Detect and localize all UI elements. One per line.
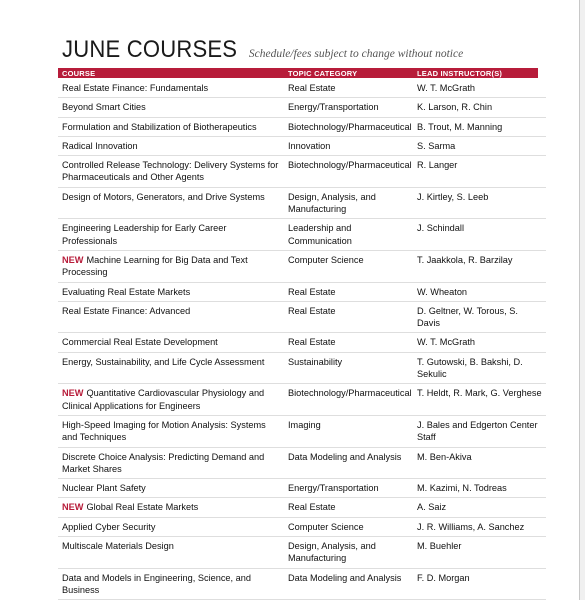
topic-cell: Design, Analysis, and Manufacturing	[284, 537, 413, 569]
instructor-cell: F. D. Morgan	[413, 568, 546, 600]
new-badge: NEW	[62, 254, 84, 265]
topic-cell: Energy/Transportation	[284, 98, 413, 117]
instructor-cell: D. Geltner, W. Torous, S. Davis	[413, 301, 546, 333]
instructor-cell: T. Jaakkola, R. Barzilay	[413, 250, 546, 282]
instructor-cell: J. Bales and Edgerton Center Staff	[413, 415, 546, 447]
page-subtitle: Schedule/fees subject to change without notice	[248, 48, 464, 60]
table-row	[58, 219, 546, 251]
instructor-cell: J. R. Williams, A. Sanchez	[413, 517, 546, 536]
topic-cell: Imaging	[284, 415, 413, 447]
course-cell	[58, 498, 284, 517]
instructor-cell: W. T. McGrath	[413, 79, 546, 98]
table-row	[58, 282, 546, 301]
instructor-cell: T. Heldt, R. Mark, G. Verghese	[413, 384, 546, 416]
course-cell	[58, 219, 284, 251]
table-row	[58, 250, 546, 282]
table-row	[58, 415, 546, 447]
instructor-cell: K. Larson, R. Chin	[413, 98, 546, 117]
course-name: Real Estate Finance: Advanced	[62, 305, 191, 316]
column-header-bar	[58, 68, 538, 78]
course-cell	[58, 479, 284, 498]
page-header	[62, 36, 463, 64]
course-cell	[58, 79, 284, 98]
course-name: Controlled Release Technology: Delivery Systems for Pharmaceuticals and Other Agents	[62, 160, 279, 183]
topic-cell: Biotechnology/Pharmaceutical	[284, 156, 413, 188]
instructor-cell: M. Kazimi, N. Todreas	[413, 479, 546, 498]
course-cell	[58, 282, 284, 301]
table-row	[58, 352, 546, 384]
course-cell	[58, 415, 284, 447]
instructor-cell: B. Trout, M. Manning	[413, 117, 546, 136]
course-cell	[58, 384, 284, 416]
table-row	[58, 498, 546, 517]
course-name: Multiscale Materials Design	[62, 541, 174, 552]
course-cell	[58, 537, 284, 569]
instructor-cell: J. Schindall	[413, 219, 546, 251]
instructor-cell: W. Wheaton	[413, 282, 546, 301]
course-name: Formulation and Stabilization of Biotherapeutics	[62, 121, 257, 132]
table-row	[58, 537, 546, 569]
course-cell	[58, 301, 284, 333]
table-row	[58, 136, 546, 155]
topic-cell: Real Estate	[284, 498, 413, 517]
table-row	[58, 156, 546, 188]
page-title: JUNE COURSES	[62, 36, 238, 63]
new-badge: NEW	[62, 388, 84, 399]
instructor-cell: A. Saiz	[413, 498, 546, 517]
course-cell	[58, 250, 284, 282]
course-name: Evaluating Real Estate Markets	[62, 286, 191, 297]
topic-cell: Real Estate	[284, 333, 413, 352]
new-badge: NEW	[62, 502, 84, 513]
course-name: Global Real Estate Markets	[86, 502, 199, 513]
course-name: High-Speed Imaging for Motion Analysis: Systems and Techniques	[62, 419, 266, 443]
table-row	[58, 479, 546, 498]
table-row	[58, 98, 546, 117]
course-name: Commercial Real Estate Development	[62, 337, 218, 348]
course-cell	[58, 333, 284, 352]
course-name: Real Estate Finance: Fundamentals	[62, 83, 209, 93]
table-row	[58, 384, 546, 416]
topic-cell: Data Modeling and Analysis	[284, 568, 413, 600]
table-row	[58, 117, 546, 136]
topic-cell: Computer Science	[284, 517, 413, 536]
topic-cell: Real Estate	[284, 282, 413, 301]
topic-cell: Real Estate	[284, 79, 413, 98]
instructor-cell: M. Buehler	[413, 537, 546, 569]
table-row	[58, 187, 546, 219]
course-cell	[58, 156, 284, 188]
courses-table	[58, 79, 546, 600]
table-row	[58, 517, 546, 536]
courses-table-body	[58, 79, 546, 600]
table-row	[58, 333, 546, 352]
table-row	[58, 79, 546, 98]
course-name: Machine Learning for Big Data and Text Processing	[62, 254, 248, 278]
topic-cell: Sustainability	[284, 352, 413, 384]
course-cell	[58, 517, 284, 536]
course-name: Engineering Leadership for Early Career Professionals	[62, 223, 227, 246]
topic-cell: Data Modeling and Analysis	[284, 447, 413, 479]
table-row	[58, 447, 546, 479]
column-header-course: COURSE	[62, 69, 96, 78]
topic-cell: Computer Science	[284, 250, 413, 282]
course-cell	[58, 187, 284, 219]
course-cell	[58, 568, 284, 600]
topic-cell: Biotechnology/Pharmaceutical	[284, 384, 413, 416]
course-cell	[58, 352, 284, 384]
course-cell	[58, 447, 284, 479]
topic-cell: Real Estate	[284, 301, 413, 333]
course-name: Radical Innovation	[62, 140, 138, 151]
table-row	[58, 568, 546, 600]
course-name: Applied Cyber Security	[62, 521, 156, 532]
instructor-cell: R. Langer	[413, 156, 546, 188]
course-cell	[58, 136, 284, 155]
topic-cell: Energy/Transportation	[284, 479, 413, 498]
course-name: Discrete Choice Analysis: Predicting Demand and Market Shares	[62, 451, 265, 474]
topic-cell: Leadership and Communication	[284, 219, 413, 251]
course-cell	[58, 98, 284, 117]
instructor-cell: T. Gutowski, B. Bakshi, D. Sekulic	[413, 352, 546, 384]
column-header-topic: TOPIC CATEGORY	[288, 69, 358, 78]
topic-cell: Biotechnology/Pharmaceutical	[284, 117, 413, 136]
column-header-instructor: LEAD INSTRUCTOR(S)	[417, 69, 503, 78]
instructor-cell: J. Kirtley, S. Leeb	[413, 187, 546, 219]
topic-cell: Design, Analysis, and Manufacturing	[284, 187, 413, 219]
course-name: Energy, Sustainability, and Life Cycle Assessment	[62, 356, 265, 367]
course-name: Beyond Smart Cities	[62, 102, 146, 113]
course-cell	[58, 117, 284, 136]
topic-cell: Innovation	[284, 136, 413, 155]
table-row	[58, 301, 546, 333]
course-name: Data and Models in Engineering, Science, and Business	[62, 572, 251, 595]
instructor-cell: W. T. McGrath	[413, 333, 546, 352]
instructor-cell: S. Sarma	[413, 136, 546, 155]
course-name: Nuclear Plant Safety	[62, 483, 146, 494]
instructor-cell: M. Ben-Akiva	[413, 447, 546, 479]
course-name: Quantitative Cardiovascular Physiology and Clinical Applications for Engineers	[62, 388, 265, 411]
course-name: Design of Motors, Generators, and Drive Systems	[62, 191, 265, 202]
